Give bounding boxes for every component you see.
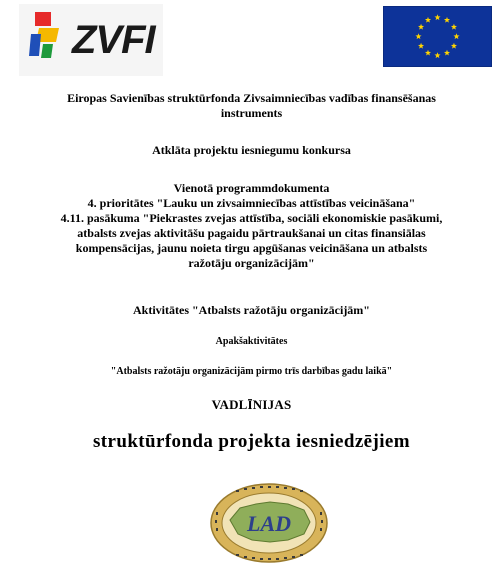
seal-lad-text: LAD (247, 511, 291, 536)
measure-line-3: kompensācijas, jaunu noieta tirgu apgūšanas veicināšana un atbalsts (75, 241, 428, 255)
eu-star-icon (451, 43, 457, 49)
funding-line-2: instruments (220, 106, 283, 120)
funding-line-1: Eiropas Savienības struktūrfonda Zivsaimniecības vadības finansēšanas (67, 91, 436, 105)
subactivity-title: "Atbalsts ražotāju organizācijām pirmo trīs darbības gadu laikā" (110, 366, 393, 377)
eu-flag-icon (383, 6, 492, 67)
eu-star-icon (434, 14, 440, 20)
eu-star-icon (444, 50, 450, 56)
eu-star-icon (425, 17, 431, 23)
eu-star-icon (434, 52, 440, 58)
competition-title: Atklāta projektu iesniegumu konkursa (152, 143, 351, 157)
subactivity-label: Apakšaktivitātes (215, 336, 288, 347)
measure-line-2: atbalsts zvejas aktivitāšu pagaidu pārtraukšanai un citas finansiālas (77, 226, 426, 240)
measure-line-1: 4.11. pasākuma "Piekrastes zvejas attīstība, sociāli ekonomiskie pasākumi, (60, 211, 443, 225)
eu-star-icon (451, 24, 457, 30)
eu-star-icon (444, 17, 450, 23)
logo-block-blue (29, 34, 41, 56)
logo-block-red (35, 12, 51, 26)
eu-stars (384, 7, 491, 66)
eu-star-icon (425, 50, 431, 56)
eu-star-icon (453, 33, 459, 39)
eu-star-icon (418, 43, 424, 49)
eu-star-icon (418, 24, 424, 30)
program-line-2: 4. prioritātes "Lauku un zivsaimniecības attīstības veicināšana" (87, 196, 416, 210)
activity-title: Aktivitātes "Atbalsts ražotāju organizācijām" (133, 303, 370, 317)
guidelines-heading: VADLĪNIJAS (211, 397, 292, 412)
audience-title: struktūrfonda projekta iesniedzējiem (93, 431, 410, 452)
lad-seal (208, 482, 330, 564)
zvfi-logo (19, 4, 163, 76)
zvfi-wordmark: ZVFI (72, 18, 155, 62)
measure-line-4: ražotāju organizācijām" (188, 256, 315, 270)
eu-star-icon (415, 33, 421, 39)
lad-seal-graphic (208, 482, 330, 564)
logo-block-green (41, 44, 53, 58)
program-line-1: Vienotā programmdokumenta (173, 181, 330, 195)
